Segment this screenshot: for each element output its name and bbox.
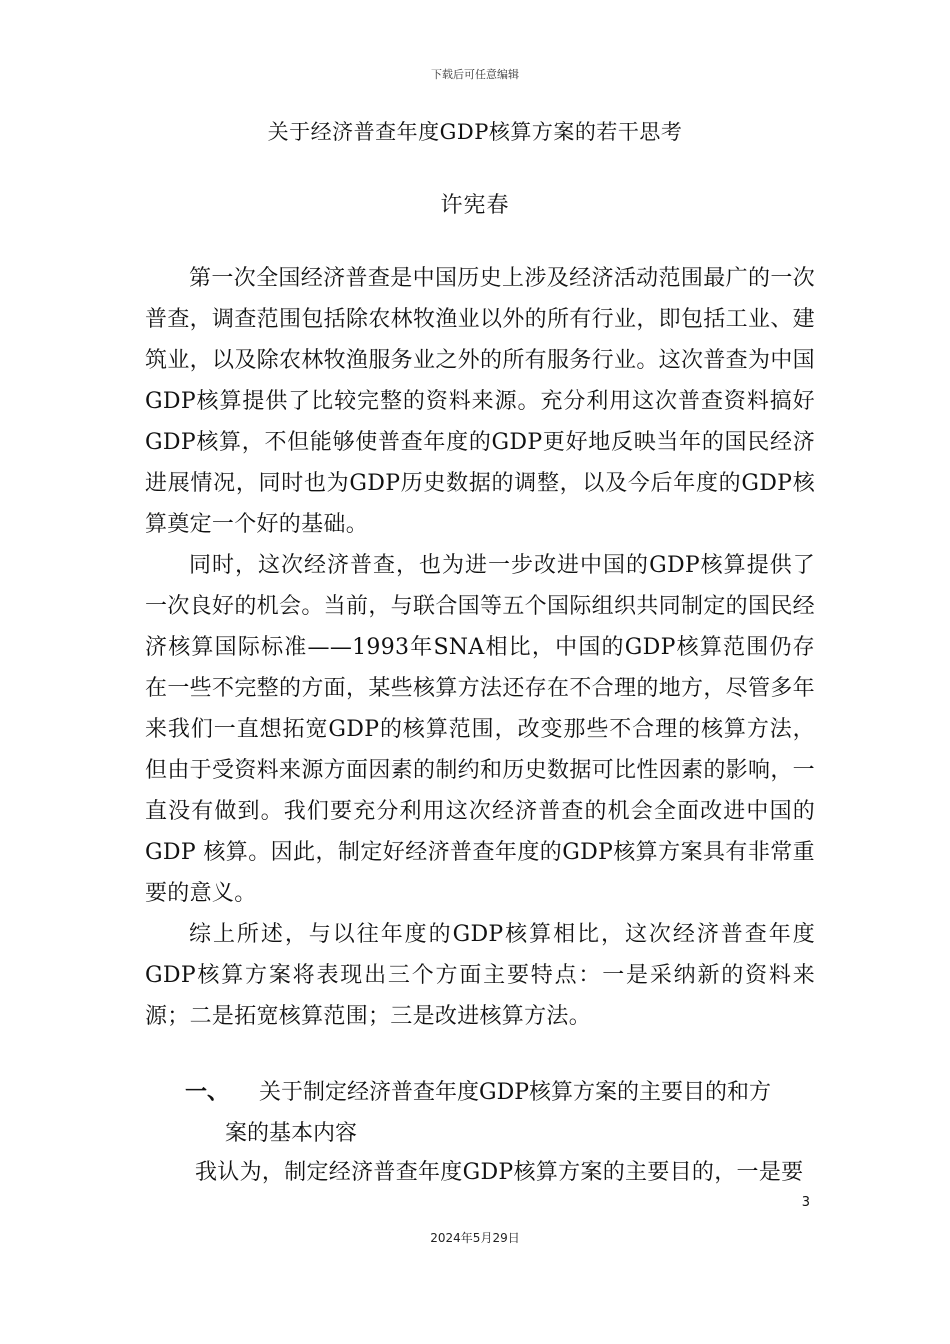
footer-date: 2024年5月29日 <box>430 1231 520 1245</box>
section-title-line-1: 关于制定经济普查年度GDP核算方案的主要目的和方 <box>259 1080 772 1105</box>
header-note: 下载后可任意编辑 <box>431 68 519 81</box>
document-title: 关于经济普查年度GDP核算方案的若干思考 <box>267 120 683 144</box>
section-number: 一、 <box>185 1079 230 1105</box>
section-heading <box>185 1072 815 1154</box>
paragraph-2: 同时，这次经济普查，也为进一步改进中国的GDP核算提供了一次良好的机会。当前，与联合国等五个国际组织共同制定的国民经济核算国际标准——1993年SNA相比，中国的GDP核算范围仍存在一些不完整的方面，某些核算方法还存在不合理的地方，尽管多年来我们一直想拓宽GDP的核算范围，改变那些不合理的核算方法，但由于受资料来源方面因素的制约和历史数据可比性因素的影响，一直没有做到。我们要充分利用这次经济普查的机会全面改进中国的GDP 核算。因此，制定好经济普查年度的GDP核算方案具有非常重要的意义。 <box>145 553 815 906</box>
section-title-line-2: 案的基本内容 <box>225 1121 358 1146</box>
paragraph-4: 我认为，制定经济普查年度GDP核算方案的主要目的，一是要 <box>195 1160 804 1185</box>
paragraph-1: 第一次全国经济普查是中国历史上涉及经济活动范围最广的一次普查，调查范围包括除农林牧渔业以外的所有行业，即包括工业、建筑业，以及除农林牧渔服务业之外的所有服务行业。这次普查为中国GDP核算提供了比较完整的资料来源。充分利用这次普查资料搞好GDP核算，不但能够使普查年度的GDP更好地反映当年的国民经济进展情况，同时也为GDP历史数据的调整，以及今后年度的GDP核算奠定一个好的基础。 <box>145 266 815 537</box>
page-number: 3 <box>801 1195 810 1210</box>
author-name: 许宪春 <box>440 193 510 218</box>
paragraph-3: 综上所述，与以往年度的GDP核算相比，这次经济普查年度GDP核算方案将表现出三个方面主要特点：一是采纳新的资料来源；二是拓宽核算范围；三是改进核算方法。 <box>145 922 815 1029</box>
